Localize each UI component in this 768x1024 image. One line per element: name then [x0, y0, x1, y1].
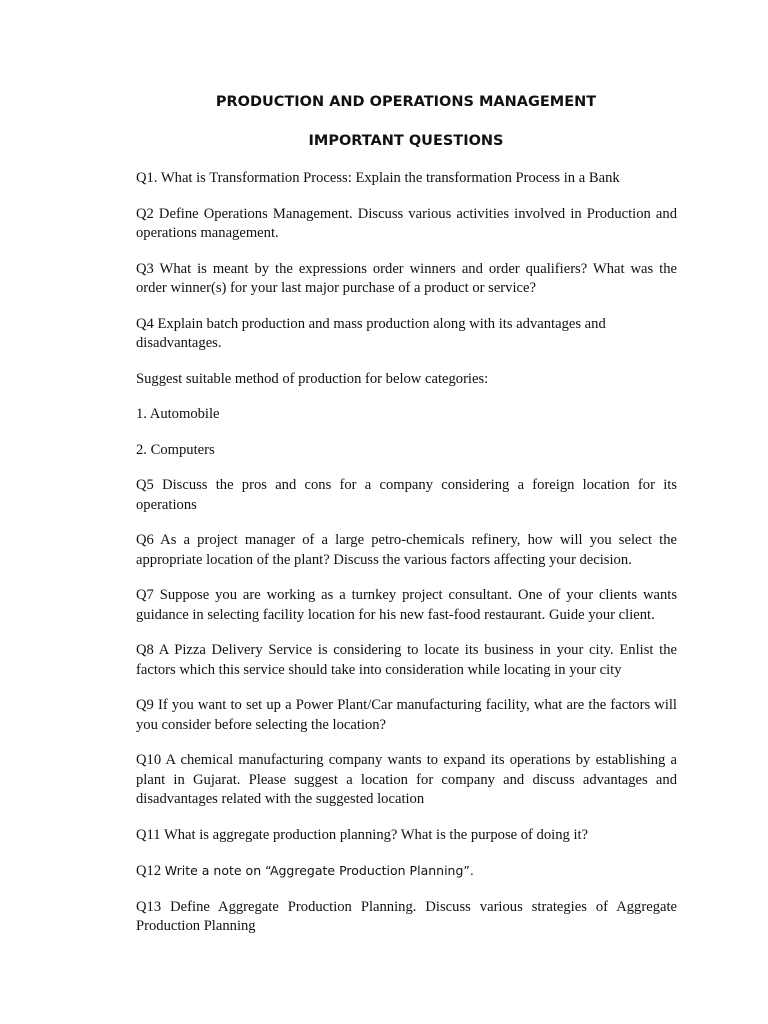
- question-13: Q13 Define Aggregate Production Planning. Discuss various strategies of Aggregate Production Planning: [136, 898, 677, 934]
- question-3: Q3 What is meant by the expressions order winners and order qualifiers? What was the order winner(s) for your last major purchase of a product or service?: [136, 260, 677, 296]
- question-12: [136, 861, 677, 882]
- question-11: Q11 What is aggregate production planning? What is the purpose of doing it?: [136, 826, 589, 843]
- question-10: Q10 A chemical manufacturing company wants to expand its operations by establishing a plant in Gujarat. Please suggest a location for company and discuss advantages and disadvantages related with the suggested location: [136, 752, 677, 807]
- suggest-text: Suggest suitable method of production for below categories:: [136, 370, 489, 387]
- category-item-1: 1. Automobile: [136, 406, 220, 422]
- question-12-prefix: Q12: [136, 863, 165, 879]
- question-6: Q6 As a project manager of a large petro-chemicals refinery, how will you select the appropriate location of the plant? Discuss the various factors affecting your decision.: [136, 532, 677, 568]
- question-2: Q2 Define Operations Management. Discuss various activities involved in Production and operations management.: [136, 205, 677, 241]
- category-item-2: 2. Computers: [136, 441, 215, 458]
- question-list: [136, 169, 677, 953]
- question-12-text: Write a note on “Aggregate Production Planning”.: [164, 863, 474, 878]
- question-9: Q9 If you want to set up a Power Plant/Car manufacturing facility, what are the factors will you consider before selecting the location?: [136, 697, 677, 733]
- question-7: Q7 Suppose you are working as a turnkey project consultant. One of your clients wants guidance in selecting facility location for his new fast-food restaurant. Guide your client.: [136, 587, 677, 623]
- document-title: PRODUCTION AND OPERATIONS MANAGEMENT: [215, 94, 597, 110]
- question-4: Q4 Explain batch production and mass production along with its advantages and disadvantages.: [136, 315, 606, 351]
- document-subtitle: IMPORTANT QUESTIONS: [308, 133, 504, 149]
- question-5: Q5 Discuss the pros and cons for a company considering a foreign location for its operations: [136, 477, 677, 513]
- question-1: Q1. What is Transformation Process: Explain the transformation Process in a Bank: [136, 170, 620, 186]
- question-8: Q8 A Pizza Delivery Service is considering to locate its business in your city. Enlist the factors which this service should take into consideration while locating in your city: [136, 642, 677, 678]
